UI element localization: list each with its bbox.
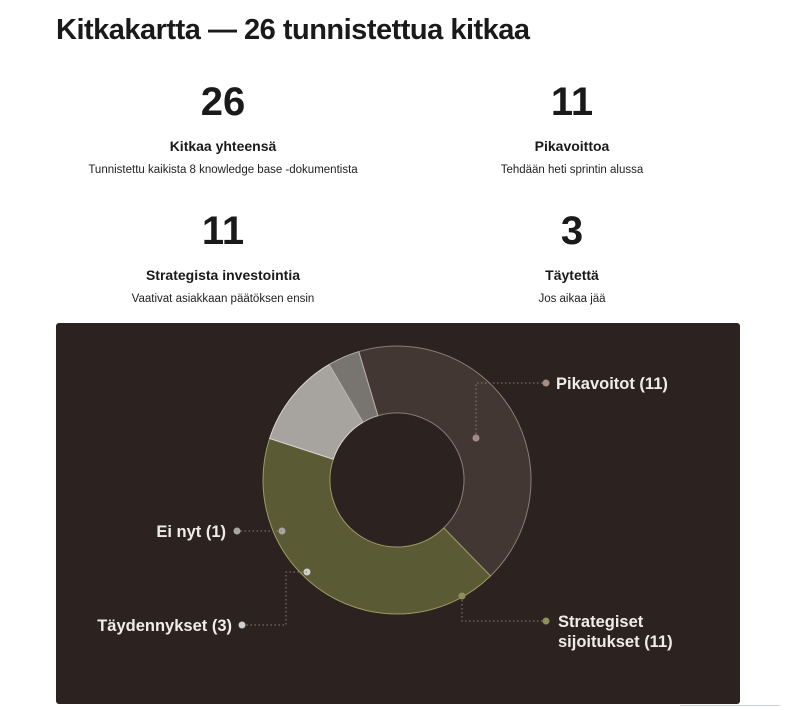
divider <box>680 705 780 706</box>
page-title: Kitkakartta — 26 tunnistettua kitkaa <box>56 14 530 46</box>
slice-label: Ei nyt (1) <box>156 523 226 541</box>
leader-line <box>244 572 307 625</box>
leader-line <box>462 596 543 621</box>
chart-panel <box>56 323 740 704</box>
slice-label: Pikavoitot (11) <box>556 375 668 393</box>
stat-label: Kitkaa yhteensä <box>169 138 277 154</box>
label-dot <box>543 380 550 387</box>
stat-label: Pikavoittoa <box>534 138 610 154</box>
label-dot <box>234 528 241 535</box>
slice-label: Täydennykset (3) <box>97 617 232 635</box>
stat-description: Jos aikaa jää <box>538 293 606 305</box>
slice-label: Strategiset <box>558 613 644 631</box>
stat-description: Tunnistettu kaikista 8 knowledge base -dokumentista <box>88 164 358 176</box>
stat-value: 11 <box>550 80 594 124</box>
donut-chart <box>56 323 740 704</box>
stat-quick-wins <box>412 80 732 176</box>
label-dot <box>239 622 246 629</box>
stat-label: Täytettä <box>545 267 599 283</box>
stat-fillers <box>412 209 732 305</box>
stat-value: 11 <box>201 209 245 253</box>
stat-value: 26 <box>200 80 246 124</box>
stat-description: Tehdään heti sprintin alussa <box>500 164 644 176</box>
stat-total <box>63 80 383 176</box>
stat-value: 3 <box>560 209 584 253</box>
stat-description: Vaativat asiakkaan päätöksen ensin <box>131 293 315 305</box>
slice-label: sijoitukset (11) <box>558 633 673 651</box>
label-dot <box>543 618 550 625</box>
stat-label: Strategista investointia <box>145 267 301 283</box>
stat-strategic <box>63 209 383 305</box>
